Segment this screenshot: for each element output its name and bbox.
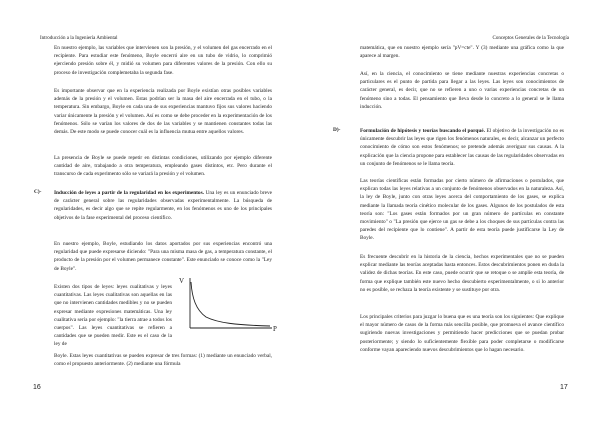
left-paragraph-3: La presencia de Boyle se puede repetir en distintas condiciones, utilizando por ejemplo diferente cantidad de aire, trabajando a otra temperatura, empleando gases distintos, etc. Pero durante el transcurso de cada experimento sólo se variará la presión y el volumen. (54, 155, 272, 178)
right-paragraph-4: Las teorías científicas están formadas por cierto número de afirmaciones o postulados, que explican todas las leyes relativas a un conjunto de fenómenos observados en la naturaleza. Así, la ley de Boyle, junto con otras leyes acerca del comportamiento de los gases, se explica mediante la llamada teoría cinético molecular de los gases. Algunos de los postulados de esta teoría son: "Los gases están formados por un gran número de partículas en constante movimiento" o "La presión que ejerce un gas se debe a los choques de sus partículas contra las paredes del recipiente que lo contiene". A partir de esta teoría puede justificarse la Ley de Boyle. (360, 178, 564, 242)
right-paragraph-6: Los principales criterios para juzgar lo buena que es una teoría son los siguientes: Que explique el mayor número de casos de la forma más sencilla posible, que promueva el avance científico sugiriendo nuevas investigaciones y permitiendo hacer predicciones que se puedan probar posteriormente; y siendo lo suficientemente flexible para poder completarse o modificarse conforme vayan apareciendo nuevos descubrimientos que lo hagan necesario. (360, 314, 564, 353)
right-paragraph-2: Así, en la ciencia, el conocimiento se tiene mediante nuestras experiencias concretas o particulares es el punto de partida para llegar a las leyes. Las leyes son conocimientos de carácter general, es decir, que no se refieren a uno o varias experiencias concretas de un fenómeno sino a todas. El pensamiento que lleva desde lo concreto a lo general se le llama inducción. (360, 71, 564, 110)
left-running-header: Introducción a la Ingeniería Ambiental (40, 36, 118, 41)
right-paragraph-5: Es frecuente descubrir en la historia de la ciencia, hechos experimentales que no se pueden explicar mediante las teorías aceptadas hasta entonces. Estos descubrimientos ponen en duda la validez de dichas teorías. En este caso, puede ocurrir que se retoque o se amplíe esta teoría, de forma que explique también este nuevo hecho descubierto experimentalmente, o si lo anterior no es posible, se rechaza la teoría existente y se sustituye por otra. (360, 254, 564, 293)
section-d-text: El objetivo de la investigación no es únicamente descubrir las leyes que rigen los fenómenos naturales, es decir, alcanzar un perfecto conocimiento de cómo son estos fenómenos; se pretende además averiguar sus causas. A la explicación que la ciencia propone para establecer las causas de las regularidades observadas en un conjunto de fenómenos se le llama teoría. (360, 128, 564, 167)
figure-y-label: V (179, 277, 185, 285)
right-page-number: 17 (560, 384, 568, 391)
section-d-paragraph (360, 127, 564, 168)
right-paragraph-1: matemática, que en nuestro ejemplo sería "pV=cte". Y (3) mediante una gráfica como la que aparece al margen. (360, 45, 564, 60)
left-paragraph-6-column: Existen dos tipos de leyes: leyes cualitativas y leyes cuantitativas. Las leyes cualitativas son aquellas en las que no intervienen cantidades medibles y no se pueden expresar mediante expresiones matemáticas. Una ley cualitativa sería por ejemplo: "la tierra atrae a todos los cuerpos". Las leyes cuantitativas se refieren a cantidades que se pueden medir. Este es el caso de la ley de (54, 284, 172, 348)
figure-x-label: P (273, 325, 277, 333)
section-c-paragraph (54, 189, 272, 222)
section-c-marker: C)- (34, 189, 42, 195)
figure-hyperbola-curve (191, 282, 270, 326)
left-paragraph-6-continued: Boyle. Estas leyes cuantitativas se pueden expresar de tres formas: (1) mediante un enunciado verbal, como el propuesto anteriormente. (2) mediante una fórmula (54, 353, 272, 368)
left-paragraph-1: En nuestro ejemplo, las variables que intervienen son la presión, y el volumen del gas encerrado en el recipiente. Para estudiar este fenómeno, Boyle encerró aire en un tubo de vidrio, lo comprimió ejerciendo presión sobre él, y midió su volumen para diferentes valores de la presión. Con ello su proceso de investigación complemetaba la segunda fase. (54, 45, 272, 76)
section-c-text: Una ley es un enunciado breve de carácter general sobre las regularidades observadas experimentalmente. La búsqueda de regularidades, es decir algo que se repite regularmente, en los fenómenos es uno de los principales objetivos de la fase experimental del proceso científico. (54, 190, 273, 221)
section-c-heading: Inducción de leyes a partir de la regularidad en los experimentos. (54, 190, 204, 196)
right-running-header: Conceptos Generales de la Tecnología (492, 36, 569, 41)
section-d-heading: Formulación de hipótesis y teorías buscando el porqué. (360, 128, 485, 134)
left-paragraph-5: En nuestro ejemplo, Boyle, estudiando los datos aportados por sus experiencias encontró una regularidad que puede expresarse diciendo: "Para una misma masa de gas, a temperatura constante, el producto de la presión por el volumen permanece constante". Este enunciado se conoce como la "Ley de Boyle". (54, 241, 272, 272)
left-paragraph-2: Es importante observar que en la experiencia realizada por Boyle existían otras posibles variables además de la presión y el volumen. Estas podrían ser la masa del aire encerrada en el tubo, o la temperatura. Sin embargo, Boyle en cada una de sus experiencias mantuvo fijos sus valores haciendo variar únicamente la presión y el volumen. Así es como se debe proceder en la experimentación de los fenómenos. Sólo se varían los valores de dos de las variables y se mantienen constantes todas las demás. De este modo se puede conocer cuál es la influencia mutua entre aquellos valores. (54, 88, 272, 136)
boyle-law-figure (178, 276, 280, 342)
section-d-marker: D)- (333, 127, 341, 133)
left-page-number: 16 (33, 384, 41, 391)
